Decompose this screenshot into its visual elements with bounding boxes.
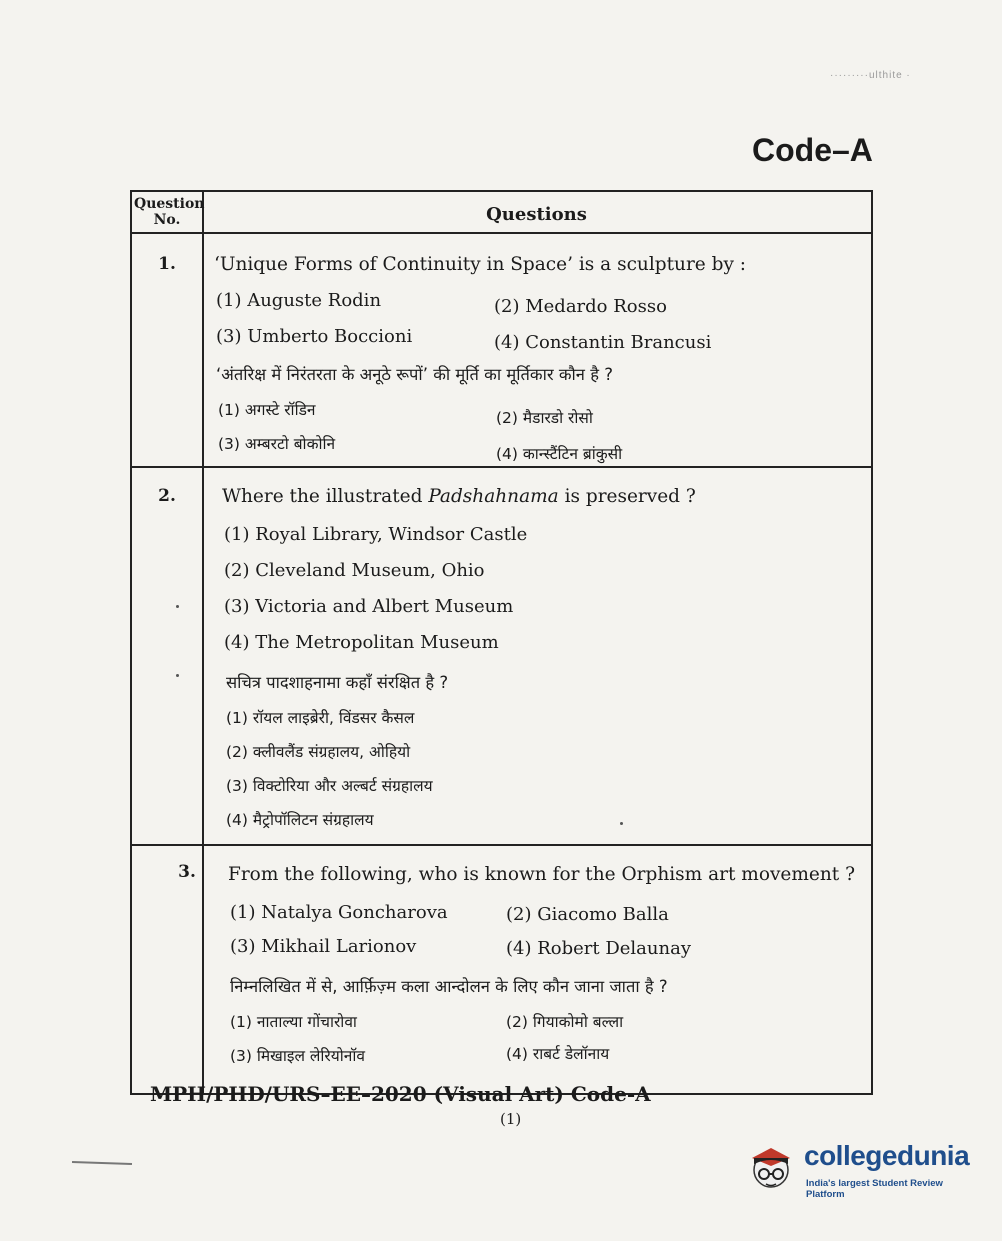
question-3-option-1-en: (1) Natalya Goncharova: [230, 902, 448, 923]
question-3-option-3-hi: (3) मिखाइल लेरियोनॉव: [230, 1047, 366, 1065]
question-1-number: 1.: [158, 254, 176, 274]
footer-code: MPH/PHD/URS–EE–2020 (Visual Art) Code-A: [150, 1082, 651, 1106]
speck: [176, 674, 179, 677]
question-2-option-3-hi: (3) विक्टोरिया और अल्बर्ट संग्रहालय: [226, 777, 433, 795]
question-2-option-1-en: (1) Royal Library, Windsor Castle: [224, 524, 528, 545]
header-rule: [132, 232, 871, 234]
question-2-text-en: [222, 486, 696, 507]
question-2-option-4-en: (4) The Metropolitan Museum: [224, 632, 499, 653]
question-table: [130, 190, 873, 1095]
question-3-text-en: From the following, who is known for the Orphism art movement ?: [228, 864, 855, 885]
question-2-option-2-hi: (2) क्लीवलैंड संग्रहालय, ओहियो: [226, 743, 411, 761]
pen-stroke: [72, 1161, 132, 1165]
question-3-option-2-en: (2) Giacomo Balla: [506, 904, 669, 925]
graduate-cap-logo-icon: [742, 1136, 800, 1194]
question-1-option-3-en: (3) Umberto Boccioni: [216, 326, 413, 347]
column-divider: [202, 192, 204, 1093]
question-3-text-hi: निम्नलिखित में से, आर्फ़िज़्म कला आन्दोलन के लिए कौन जाना जाता है ?: [230, 977, 668, 996]
header-question-no: Question No.: [134, 196, 205, 228]
question-1-option-4-en: (4) Constantin Brancusi: [494, 332, 712, 353]
question-2-text-prefix: Where the illustrated: [222, 486, 423, 507]
question-2-option-2-en: (2) Cleveland Museum, Ohio: [224, 560, 485, 581]
page-number: (1): [500, 1110, 522, 1128]
question-3-number: 3.: [178, 862, 196, 882]
question-2-number: 2.: [158, 486, 176, 506]
brand-name: collegedunia: [804, 1140, 970, 1171]
brand-tagline: India's largest Student Review Platform: [806, 1178, 943, 1200]
question-3-option-4-en: (4) Robert Delaunay: [506, 938, 692, 959]
question-1-option-3-hi: (3) अम्बरटो बोकोनि: [218, 435, 336, 453]
question-2-text-suffix: is preserved ?: [564, 486, 696, 507]
question-2-text-hi: सचित्र पादशाहनामा कहाँ संरक्षित है ?: [226, 673, 449, 692]
question-1-option-1-en: (1) Auguste Rodin: [216, 290, 382, 311]
collegedunia-watermark: [742, 1134, 972, 1200]
code-heading: Code–A: [752, 132, 873, 168]
header-questions: Questions: [486, 204, 587, 225]
question-2-option-1-hi: (1) रॉयल लाइब्रेरी, विंडसर कैसल: [226, 709, 415, 727]
question-2-rule: [132, 844, 871, 846]
question-2-option-3-en: (3) Victoria and Albert Museum: [224, 596, 514, 617]
speck: [176, 605, 179, 608]
speck: [620, 822, 623, 825]
question-3-option-4-hi: (4) राबर्ट डेलॉनाय: [506, 1045, 610, 1063]
question-1-option-2-en: (2) Medardo Rosso: [494, 296, 667, 317]
scan-mark: ·········ulthite ·: [830, 70, 911, 81]
question-1-option-2-hi: (2) मैडारडो रोसो: [496, 409, 593, 427]
question-3-option-2-hi: (2) गियाकोमो बल्ला: [506, 1013, 624, 1031]
question-2-option-4-hi: (4) मैट्रोपॉलिटन संग्रहालय: [226, 811, 374, 829]
question-1-text-en: ‘Unique Forms of Continuity in Space’ is a sculpture by :: [214, 254, 747, 275]
question-1-text-hi: ‘अंतरिक्ष में निरंतरता के अनूठे रूपों’ की मूर्ति का मूर्तिकार कौन है ?: [216, 365, 613, 384]
question-3-option-3-en: (3) Mikhail Larionov: [230, 936, 417, 957]
question-1-rule: [132, 466, 871, 468]
question-1-option-4-hi: (4) कान्स्टैंटिन ब्रांकुसी: [496, 445, 623, 463]
question-2-text-italic: Padshahnama: [428, 486, 559, 507]
question-1-option-1-hi: (1) अगस्टे रॉडिन: [218, 401, 316, 419]
question-3-option-1-hi: (1) नाताल्या गोंचारोवा: [230, 1013, 357, 1031]
